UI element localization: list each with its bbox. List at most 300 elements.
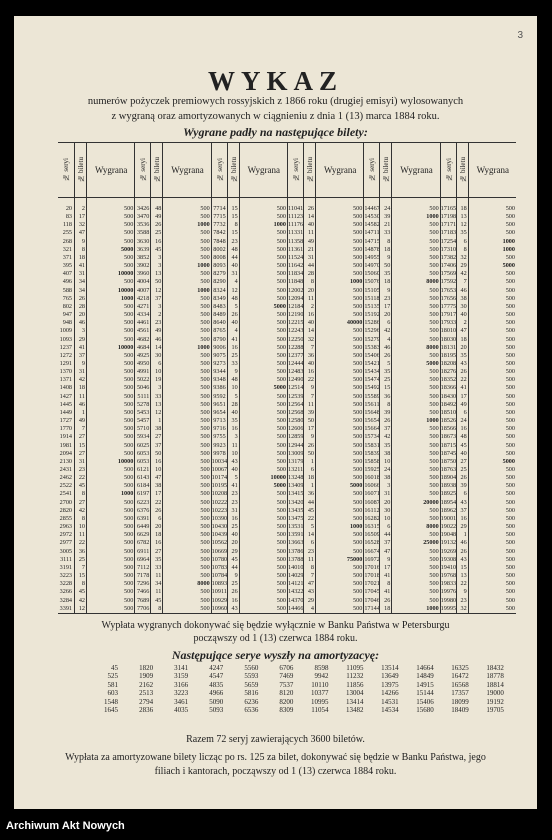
table-cell: 37	[78, 351, 85, 359]
table-cell: 9273	[213, 359, 226, 367]
column-values	[87, 205, 135, 613]
table-cell: 12606	[288, 425, 304, 433]
table-cell: 12568	[288, 408, 304, 416]
table-cell: 34	[78, 278, 85, 286]
table-cell: 1000	[120, 490, 134, 498]
table-cell: 15076	[364, 278, 380, 286]
table-cell: 6391	[136, 514, 150, 522]
table-cell: 9	[310, 384, 314, 392]
table-cell: 21	[307, 245, 314, 253]
table-cell: 11123	[288, 213, 304, 221]
table-cell: 9	[234, 368, 238, 376]
table-cell: 16972	[364, 555, 380, 563]
table-cell: 4684	[136, 343, 150, 351]
table-cell: 18010	[440, 327, 457, 335]
table-cell: 500	[200, 278, 210, 286]
series-row	[84, 681, 504, 689]
table-cell: 500	[200, 531, 210, 539]
table-cell: 13179	[288, 457, 304, 465]
table-cell: 1	[81, 408, 85, 416]
table-cell: 500	[276, 319, 286, 327]
table-cell: 12250	[288, 335, 304, 343]
table-cell: 13663	[288, 539, 304, 547]
table-cell: 13786	[288, 547, 304, 555]
series-number: 18409	[451, 706, 469, 715]
table-cell: 8	[234, 221, 238, 229]
table-cell: 14582	[364, 221, 380, 229]
table-cell: 500	[429, 490, 439, 498]
table-cell: 35	[231, 417, 238, 425]
table-cell: 40000	[346, 319, 363, 327]
table-cell: 6184	[136, 482, 150, 490]
table-cell: 500	[200, 539, 210, 547]
table-cell: 14322	[288, 588, 304, 596]
table-cell: 3005	[59, 547, 72, 555]
table-cell: 18492	[440, 400, 457, 408]
table-cell: 4334	[136, 311, 150, 319]
table-cell: 500	[505, 433, 515, 441]
table-cell: 44	[231, 563, 238, 571]
series-number: 3223	[174, 689, 189, 698]
table-cell: 500	[276, 563, 286, 571]
table-cell: 17021	[364, 580, 380, 588]
series-number: 18814	[486, 680, 504, 689]
table-cell: 15383	[364, 343, 380, 351]
table-cell: 7	[463, 278, 467, 286]
table-cell: 27	[155, 547, 162, 555]
table-cell: 500	[200, 498, 210, 506]
table-cell: 6197	[136, 490, 150, 498]
series-number: 2836	[139, 706, 154, 715]
table-cell: 27	[78, 449, 85, 457]
table-cell: 16	[155, 457, 162, 465]
table-cell: 26	[231, 588, 238, 596]
table-cell: 37	[155, 294, 162, 302]
series-number: 3166	[174, 680, 189, 689]
table-cell: 10	[155, 368, 162, 376]
table-cell: 46	[78, 400, 85, 408]
table-cell: 9	[463, 588, 467, 596]
table-cell: 48	[231, 294, 238, 302]
table-cell: 20	[384, 311, 391, 319]
table-cell: 5000	[273, 482, 286, 490]
table-cell: 26	[384, 351, 391, 359]
table-cell: 500	[124, 359, 134, 367]
table-cell: 500	[353, 596, 363, 604]
table-cell: 10	[384, 457, 391, 465]
table-cell: 39	[384, 408, 391, 416]
series-number: 11095	[346, 664, 364, 672]
table-cell: 3426	[136, 205, 150, 212]
table-cell: 18195	[440, 351, 457, 359]
table-cell: 18	[384, 278, 391, 286]
table-cell: 39	[307, 408, 314, 416]
table-cell: 38	[384, 474, 391, 482]
series-number: 14849	[416, 672, 434, 681]
table-cell: 23	[78, 466, 85, 473]
table-cell: 41	[78, 343, 85, 351]
column-values	[212, 205, 228, 613]
table-cell: 500	[429, 294, 439, 302]
table-cell: 11	[308, 400, 314, 408]
table-cell: 947	[62, 311, 72, 319]
table-cell: 500	[200, 547, 210, 555]
table-cell: 10000	[270, 474, 286, 482]
table-cell: 500	[353, 302, 363, 310]
table-cell: 44	[307, 262, 314, 270]
table-cell: 27	[78, 433, 85, 441]
table-cell: 17	[384, 563, 391, 571]
table-cell: 500	[276, 555, 286, 563]
table-cell: 17046	[364, 596, 380, 604]
table-cell: 1000	[502, 245, 515, 253]
table-cell: 19995	[440, 604, 457, 612]
table-cell: 19308	[440, 555, 457, 563]
table-cell: 18925	[440, 490, 457, 498]
table-cell: 500	[200, 425, 210, 433]
total-note: Razem 72 seryj zawierających 3600 biletów.	[186, 734, 365, 745]
table-cell: 500	[124, 547, 134, 555]
table-cell: 41	[384, 572, 391, 580]
table-cell: 500	[276, 343, 286, 351]
table-cell: 9	[387, 286, 391, 294]
table-cell: 1237	[59, 343, 72, 351]
table-cell: 8290	[213, 278, 226, 286]
table-cell: 6449	[136, 523, 150, 531]
table-cell: 41	[460, 384, 467, 392]
series-number: 14664	[416, 664, 434, 672]
table-cell: 500	[353, 441, 363, 449]
table-cell: 500	[276, 278, 286, 286]
table-cell: 47	[155, 474, 162, 482]
table-cell: 5710	[136, 425, 150, 433]
series-number: 3141	[174, 664, 189, 672]
table-cell: 1000	[349, 278, 363, 286]
table-cell: 8640	[213, 319, 226, 327]
table-cell: 7	[310, 572, 314, 580]
table-cell: 500	[353, 588, 363, 596]
table-cell: 4561	[136, 327, 150, 335]
table-cell: 500	[200, 474, 210, 482]
table-cell: 500	[124, 400, 134, 408]
table-cell: 12002	[288, 286, 304, 294]
table-cell: 42	[78, 376, 85, 384]
table-cell: 49	[155, 327, 162, 335]
table-cell: 44	[231, 253, 238, 261]
table-cell: 500	[276, 327, 286, 335]
table-cell: 18673	[440, 433, 457, 441]
table-cell: 42	[384, 327, 391, 335]
table-cell: 10208	[211, 490, 228, 498]
table-cell: 500	[429, 311, 439, 319]
table-cell: 45	[231, 555, 238, 563]
table-cell: 500	[276, 449, 286, 457]
table-cell: 49	[155, 213, 162, 221]
table-cell: 500	[200, 563, 210, 571]
table-cell: 500	[124, 449, 134, 457]
table-cell: 19048	[440, 531, 457, 539]
table-cell: 500	[505, 384, 515, 392]
series-row	[84, 664, 504, 672]
table-cell: 18	[307, 474, 314, 482]
column-values	[58, 205, 74, 613]
table-cell: 38	[155, 482, 162, 490]
table-cell: 12580	[288, 417, 304, 425]
table-cell: 500	[124, 253, 134, 261]
table-cell: 34	[78, 286, 85, 294]
table-cell: 22	[460, 376, 467, 384]
table-cell: 500	[505, 449, 515, 457]
table-cell: 8	[81, 490, 85, 498]
table-cell: 9978	[213, 449, 226, 457]
table-cell: 18763	[440, 466, 457, 473]
table-cell: 500	[505, 351, 515, 359]
table-cell: 500	[200, 523, 210, 531]
table-cell: 11642	[288, 262, 304, 270]
table-cell: 500	[124, 376, 134, 384]
table-cell: 15135	[364, 302, 380, 310]
table-cell: 8000	[426, 278, 439, 286]
table-cell: 802	[62, 302, 72, 310]
table-cell: 15	[78, 441, 85, 449]
table-cell: 10911	[211, 588, 227, 596]
column-header-label: Wygrana	[323, 165, 357, 175]
table-cell: 500	[276, 580, 286, 588]
table-cell: 9	[234, 572, 238, 580]
table-cell: 12944	[288, 441, 304, 449]
table-cell: 7466	[136, 588, 150, 596]
table-cell: 500	[200, 359, 210, 367]
table-cell: 500	[505, 327, 515, 335]
table-cell: 36	[78, 547, 85, 555]
series-number: 15406	[416, 697, 434, 706]
table-cell: 31	[78, 457, 85, 465]
table-cell: 13	[155, 400, 162, 408]
table-cell: 9654	[213, 408, 226, 416]
table-cell: 15858	[364, 457, 380, 465]
table-cell: 12539	[288, 392, 304, 400]
table-cell: 500	[429, 221, 439, 229]
table-cell: 1371	[59, 376, 72, 384]
table-cell: 31	[231, 506, 238, 514]
table-cell: 31	[78, 368, 85, 376]
table-cell: 500	[353, 327, 363, 335]
series-number: 10995	[310, 697, 329, 706]
table-cell: 26	[155, 506, 162, 514]
table-cell: 1	[310, 457, 314, 465]
table-cell: 4991	[136, 368, 150, 376]
table-cell: 1000	[349, 523, 363, 531]
table-cell: 500	[353, 580, 363, 588]
table-cell: 500	[124, 351, 134, 359]
table-cell: 40	[460, 311, 467, 319]
table-cell: 29	[231, 547, 238, 555]
table-cell: 118	[62, 221, 72, 229]
table-cell: 4	[234, 278, 238, 286]
table-cell: 500	[276, 514, 286, 522]
table-cell: 18715	[440, 441, 457, 449]
table-cell: 45	[307, 506, 314, 514]
table-cell: 26	[231, 311, 238, 319]
table-cell: 500	[353, 229, 363, 237]
table-cell: 500	[505, 531, 515, 539]
table-cell: 83	[65, 213, 72, 221]
table-cell: 2094	[59, 449, 72, 457]
table-cell: 500	[429, 392, 439, 400]
table-cell: 16	[307, 368, 314, 376]
table-cell: 25000	[423, 539, 439, 547]
table-cell: 500	[353, 506, 363, 514]
table-cell: 500	[353, 335, 363, 343]
table-cell: 17144	[364, 604, 380, 612]
table-cell: 40	[307, 319, 314, 327]
table-cell: 500	[276, 253, 286, 261]
table-cell: 45	[155, 245, 162, 253]
series-number: 18778	[486, 672, 504, 681]
table-cell: 36	[384, 392, 391, 400]
table-cell: 500	[276, 604, 286, 612]
table-cell: 10000	[117, 286, 134, 294]
table-cell: 12190	[288, 311, 304, 319]
table-cell: 12564	[288, 400, 304, 408]
table-cell: 10562	[211, 539, 228, 547]
table-cell: 500	[276, 417, 286, 425]
table-cell: 18	[78, 384, 85, 392]
table-cell: 500	[276, 596, 286, 604]
table-cell: 16	[155, 237, 162, 245]
table-cell: 13009	[288, 449, 304, 457]
table-cell: 35	[460, 229, 467, 237]
table-cell: 500	[200, 466, 210, 473]
series-row	[84, 706, 504, 714]
table-cell: 18745	[440, 449, 457, 457]
table-cell: 15	[231, 205, 238, 212]
table-cell: 6223	[136, 498, 150, 506]
table-cell: 395	[62, 262, 72, 270]
table-cell: 500	[505, 270, 515, 278]
table-cell: 22	[78, 539, 85, 547]
table-cell: 500	[353, 237, 363, 245]
table-cell: 2	[81, 205, 85, 212]
table-cell: 7706	[136, 604, 150, 612]
table-cell: 6053	[136, 457, 150, 465]
table-cell: 500	[124, 555, 134, 563]
table-cell: 10430	[211, 523, 228, 531]
series-number: 1645	[104, 706, 118, 715]
table-cell: 500	[124, 425, 134, 433]
series-number: 6536	[244, 706, 259, 715]
table-cell: 500	[353, 311, 363, 319]
table-cell: 3284	[59, 596, 72, 604]
table-cell: 25	[78, 555, 85, 563]
table-cell: 500	[276, 368, 286, 376]
table-cell: 8279	[213, 270, 226, 278]
table-cell: 13248	[288, 474, 304, 482]
table-cell: 39	[384, 213, 391, 221]
table-cell: 500	[353, 262, 363, 270]
table-cell: 4218	[136, 294, 150, 302]
table-cell: 1000	[273, 221, 286, 229]
table-cell: 18510	[440, 408, 457, 416]
table-cell: 16282	[364, 514, 380, 522]
table-cell: 8	[387, 237, 391, 245]
table-cell: 23	[384, 294, 391, 302]
table-cell: 9	[81, 237, 85, 245]
table-cell: 14370	[288, 596, 304, 604]
column-values	[469, 205, 517, 613]
table-cell: 500	[353, 376, 363, 384]
series-number: 525	[107, 672, 118, 681]
table-cell: 31	[307, 253, 314, 261]
archive-label: Archiwum Akt Nowych	[6, 820, 125, 832]
table-cell: 23	[231, 498, 238, 506]
table-cell: 500	[429, 384, 439, 392]
table-cell: 30	[155, 351, 162, 359]
table-column-wygrana	[239, 143, 288, 613]
table-cell: 42	[78, 506, 85, 514]
table-cell: 2	[463, 319, 467, 327]
table-cell: 500	[505, 514, 515, 522]
table-cell: 9	[310, 433, 314, 441]
amortization-heading: Następujące serye wyszły na amortyzacyę:	[171, 648, 380, 662]
table-cell: 22	[460, 580, 467, 588]
table-cell: 15664	[364, 425, 380, 433]
table-cell: 500	[200, 604, 210, 612]
table-cell: 32	[307, 335, 314, 343]
table-cell: 14711	[364, 229, 380, 237]
table-cell: 15192	[364, 311, 380, 319]
table-cell: 500	[200, 384, 210, 392]
table-cell: 4	[310, 604, 314, 612]
table-cell: 500	[276, 213, 286, 221]
table-cell: 500	[353, 572, 363, 580]
table-cell: 44	[307, 498, 314, 506]
table-cell: 1427	[59, 392, 72, 400]
table-cell: 15648	[364, 408, 380, 416]
table-cell: 10780	[211, 555, 228, 563]
table-cell: 255	[62, 229, 72, 237]
table-cell: 41	[231, 482, 238, 490]
table-cell: 500	[200, 302, 210, 310]
table-cell: 500	[505, 425, 515, 433]
table-cell: 500	[200, 433, 210, 441]
table-cell: 44	[384, 531, 391, 539]
series-number: 5560	[244, 664, 259, 672]
table-cell: 500	[124, 417, 134, 425]
table-cell: 500	[429, 588, 439, 596]
table-cell: 500	[505, 400, 515, 408]
table-cell: 17198	[440, 213, 457, 221]
table-cell: 38	[384, 449, 391, 457]
table-cell: 15279	[364, 335, 380, 343]
column-values	[163, 205, 211, 613]
table-cell: 500	[429, 286, 439, 294]
table-cell: 500	[124, 474, 134, 482]
table-cell: 13409	[288, 482, 304, 490]
table-cell: 37	[460, 506, 467, 514]
table-cell: 23	[231, 490, 238, 498]
table-cell: 1000	[197, 262, 210, 270]
table-cell: 47	[78, 229, 85, 237]
table-cell: 500	[276, 311, 286, 319]
table-cell: 1370	[59, 368, 72, 376]
table-cell: 10067	[211, 466, 228, 473]
table-cell: 6	[158, 359, 162, 367]
table-cell: 15406	[364, 351, 380, 359]
table-cell: 16	[231, 596, 238, 604]
table-cell: 1000	[197, 286, 210, 294]
table-cell: 38	[460, 294, 467, 302]
